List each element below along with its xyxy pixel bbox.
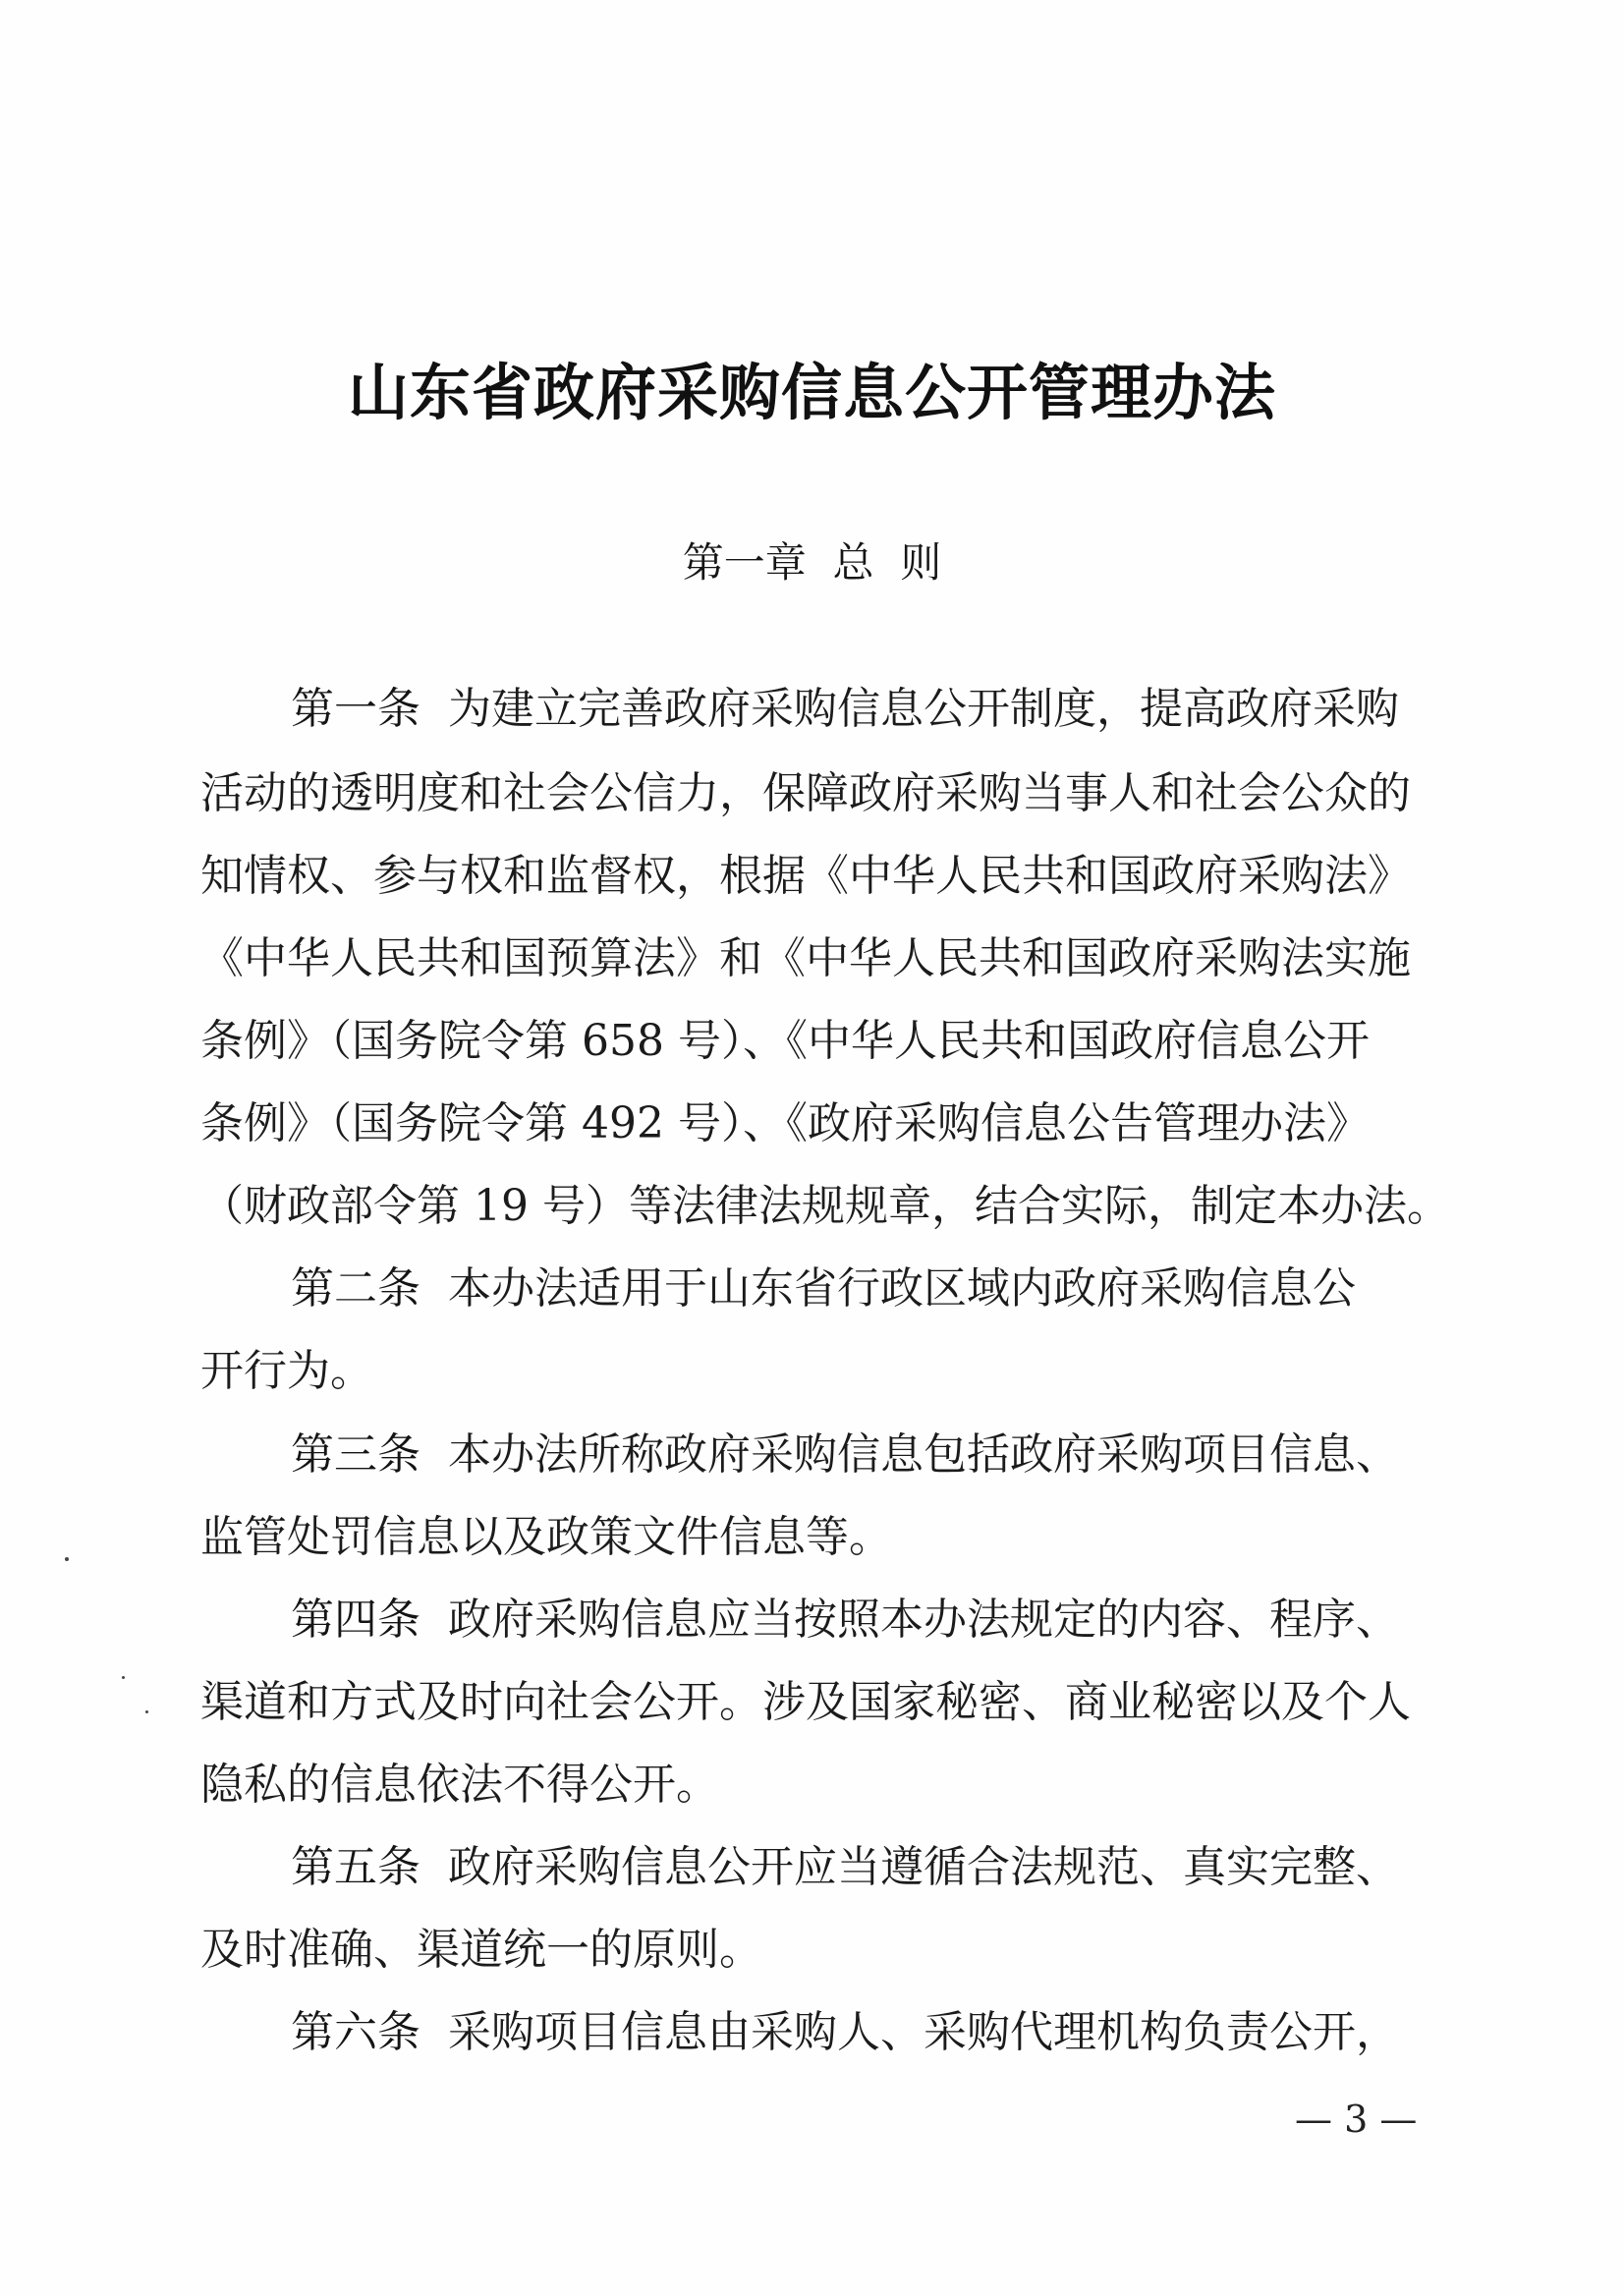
document-title: 山东省政府采购信息公开管理办法 [347, 357, 1276, 428]
article-4-line-2: 渠道和方式及时向社会公开。涉及国家秘密、商业秘密以及个人 [200, 1677, 1411, 1727]
line-text: 政府采购信息应当按照本办法规定的内容、程序、 [420, 1595, 1399, 1645]
line-text: 本办法所称政府采购信息包括政府采购项目信息、 [420, 1429, 1399, 1480]
article-6-line-1 [291, 2003, 1399, 2062]
line-text: 为建立完善政府采购信息公开制度，提高政府采购 [420, 684, 1399, 734]
article-label: 第一条 [291, 684, 420, 734]
line-text: 本办法适用于山东省行政区域内政府采购信息公 [420, 1263, 1356, 1314]
scan-speck [122, 1676, 125, 1679]
article-1-line-6: 条例》（国务院令第 492 号）、《政府采购信息公告管理办法》 [200, 1098, 1370, 1148]
article-label: 第五条 [291, 1842, 420, 1892]
article-4-line-3: 隐私的信息依法不得公开。 [200, 1760, 719, 1810]
article-1-line-5: 条例》（国务院令第 658 号）、《中华人民共和国政府信息公开 [200, 1016, 1370, 1066]
article-2-line-1 [291, 1259, 1356, 1318]
article-1-line-2: 活动的透明度和社会公信力，保障政府采购当事人和社会公众的 [200, 768, 1411, 818]
chapter-heading: 第一章 总 则 [682, 538, 942, 587]
article-5-line-2: 及时准确、渠道统一的原则。 [200, 1925, 762, 1975]
page-number: — 3 — [1295, 2098, 1418, 2141]
line-text: 采购项目信息由采购人、采购代理机构负责公开， [420, 2007, 1399, 2057]
article-label: 第三条 [291, 1429, 420, 1480]
article-2-line-2: 开行为。 [200, 1346, 373, 1396]
article-1-line-1 [291, 680, 1399, 739]
article-1-line-3: 知情权、参与权和监督权，根据《中华人民共和国政府采购法》 [200, 851, 1411, 901]
article-1-line-4: 《中华人民共和国预算法》和《中华人民共和国政府采购法实施 [200, 933, 1411, 983]
article-5-line-1 [291, 1838, 1399, 1897]
article-3-line-1 [291, 1426, 1399, 1484]
article-3-line-2: 监管处罚信息以及政策文件信息等。 [200, 1512, 892, 1562]
line-text: 政府采购信息公开应当遵循合法规范、真实完整、 [420, 1842, 1399, 1892]
article-1-line-7: （财政部令第 19 号）等法律法规规章，结合实际，制定本办法。 [200, 1181, 1450, 1231]
article-label: 第四条 [291, 1595, 420, 1645]
article-label: 第二条 [291, 1263, 420, 1314]
article-4-line-1 [291, 1591, 1399, 1650]
scan-speck [145, 1710, 148, 1713]
scan-speck [65, 1557, 69, 1561]
article-label: 第六条 [291, 2007, 420, 2057]
